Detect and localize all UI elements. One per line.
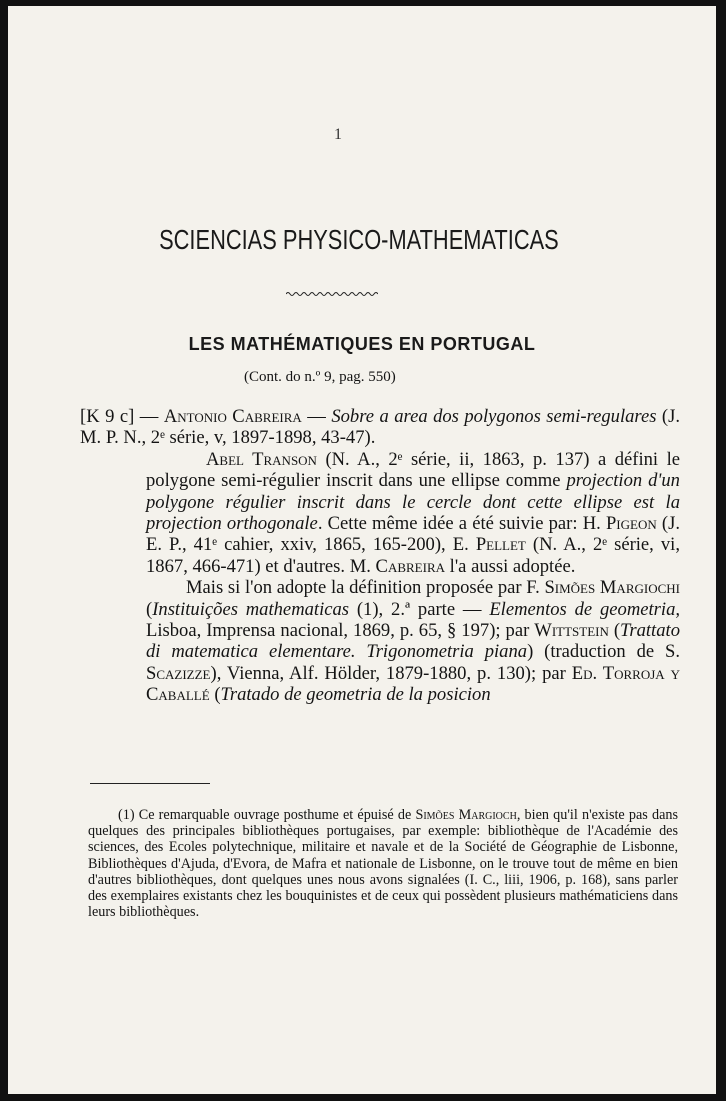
reference-entry: [K 9 c] — Antonio Cabreira — Sobre a area dos polygonos semi-regulares (J. M. P. N., 2ᵉ série, v, 1897-1898, 43-47). bbox=[80, 406, 680, 449]
section-title: SCIENCIAS PHYSICO-MATHEMATICAS bbox=[159, 224, 559, 255]
footnote bbox=[88, 807, 678, 920]
footnote-text: (1) Ce remarquable ouvrage posthume et épuisé de Simões Margioch, bien qu'il n'existe pas dans quelques des principales bibliothèques portugaises, par exemple: bibliothèque de l'Académie des sciences, des Ecoles polytechnique, militaire et navale et de la Société de Géographie de Lisbonne, Bibliothèques d'Ajuda, d'Evora, de Mafra et nationale de Lisbonne, on le trouve tout de même en bien d'autres bibliothèques, dont quelques unes nous avons signalées (I. C., liii, 1906, p. 168), sans parler des exemplaires existants chez les bouquinistes et de ceux qui possèdent plusieurs mathématiciens dans leurs bibliothèques. bbox=[88, 807, 679, 921]
page-marker: 1 bbox=[334, 126, 342, 143]
paragraph-2: Mais si l'on adopte la définition proposée par F. Simões Margiochi (Instituições mathematicas (1), 2.ª parte — Elementos de geometria, Lisboa, Imprensa nacional, 1869, p. 65, § 197); par Wittstein (Trattato di matematica elementare. Trigonometria piana) (traduction de S. Scazizze), Vienna, Alf. Hölder, 1879-1880, p. 130); par Ed. Torroja y Caballé (Tratado de geometria de la posicion bbox=[146, 577, 681, 706]
reference-citation: (J. M. P. N., 2ᵉ série, v, 1897-1898, 43-47). bbox=[80, 406, 680, 449]
body-text bbox=[80, 406, 680, 706]
paragraph-1: Abel Transon (N. A., 2ᵉ série, ii, 1863, p. 137) a défini le polygone semi-régulier inscrit dans une ellipse comme projection d'un polygone régulier inscrit dans le cercle dont cette ellipse est la projection orthogonale. Cette même idée a été suivie par: H. Pigeon (J. E. P., 41ᵉ cahier, xxiv, 1865, 165-200), E. Pellet (N. A., 2ᵉ série, vi, 1867, 466-471) et d'autres. M. Cabreira l'a aussi adoptée. bbox=[146, 448, 681, 577]
scanned-page bbox=[8, 6, 716, 1094]
continuation-note: (Cont. do n.º 9, pag. 550) bbox=[244, 369, 396, 385]
reference-author: Antonio Cabreira bbox=[163, 406, 302, 427]
reference-code: [K 9 c] bbox=[80, 406, 135, 427]
footnote-divider bbox=[90, 783, 210, 784]
wavy-rule-divider bbox=[286, 290, 378, 298]
article-title: LES MATHÉMATIQUES EN PORTUGAL bbox=[188, 334, 536, 354]
reference-title: Sobre a area dos polygonos semi-regulares bbox=[331, 406, 657, 427]
